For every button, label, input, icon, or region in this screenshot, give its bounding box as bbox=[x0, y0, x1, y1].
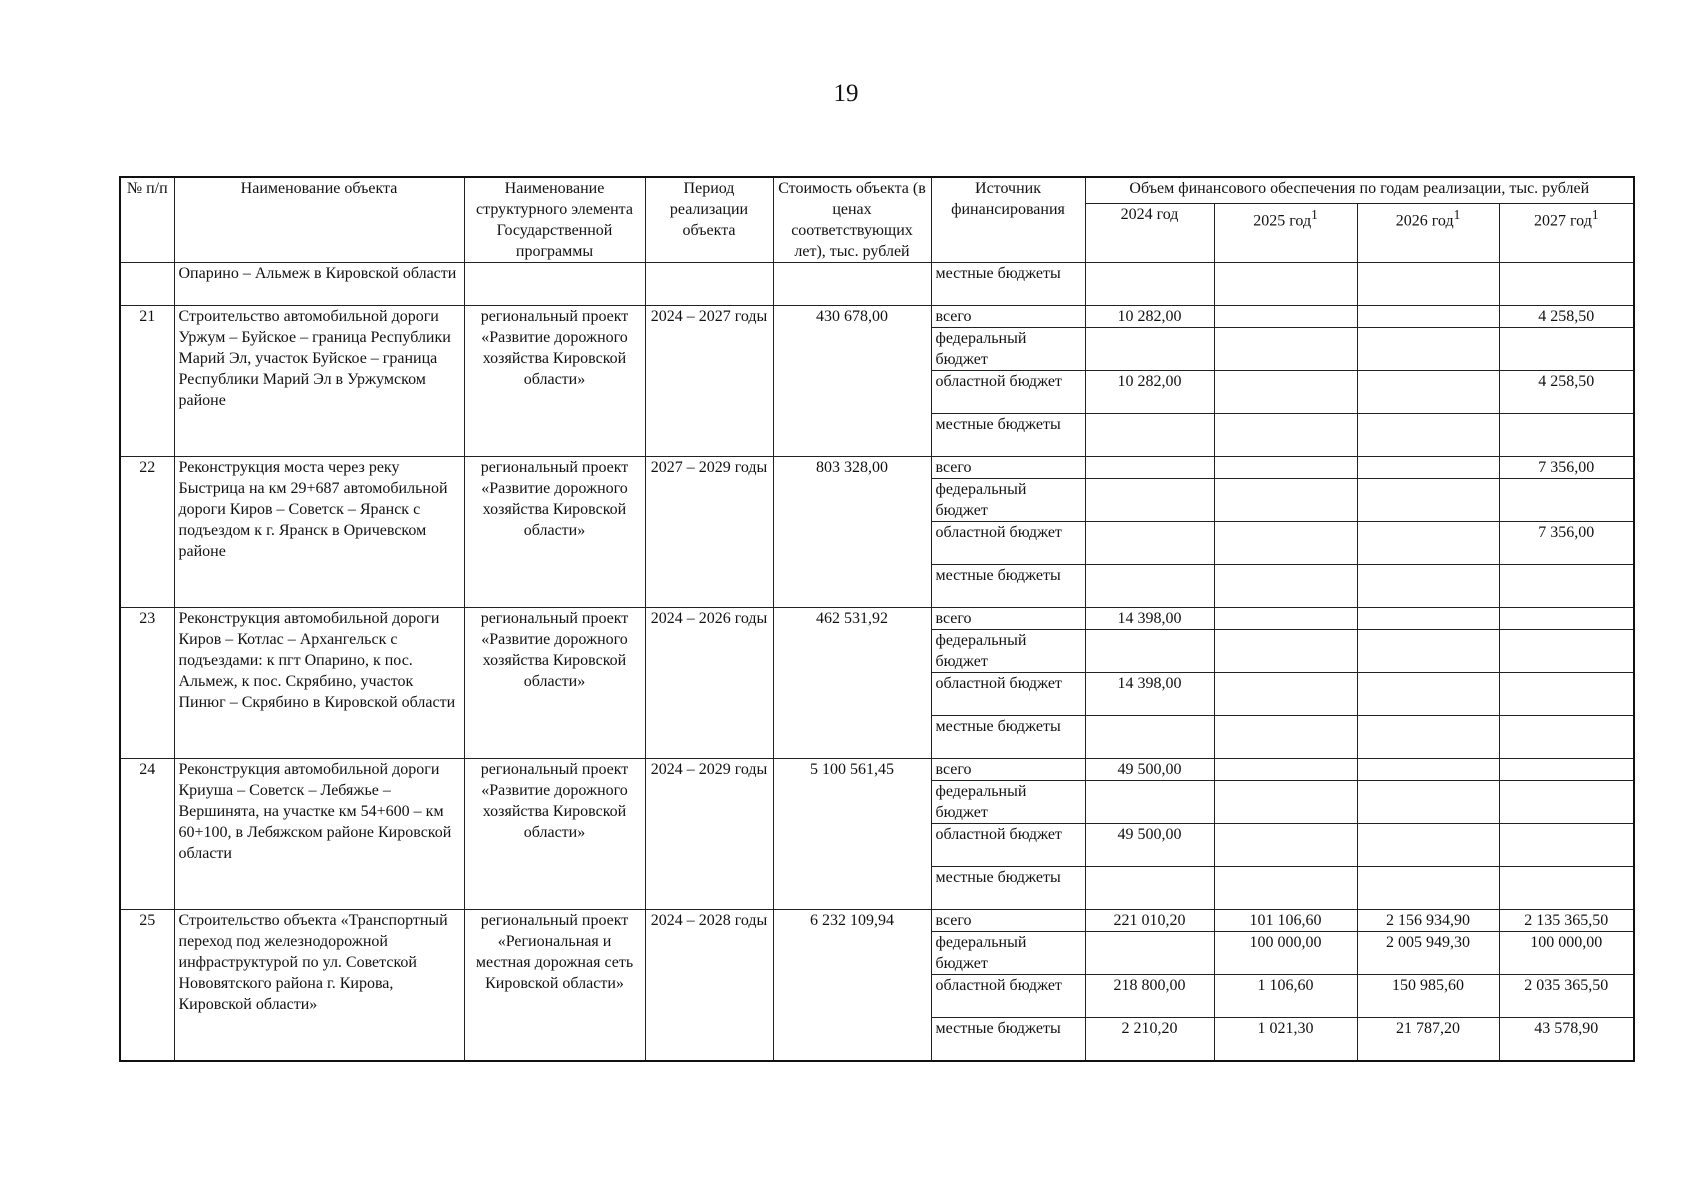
header-source: Источник финансирования bbox=[931, 177, 1085, 263]
cell-structural-element: региональный проект «Развитие дорожного хозяйства Кировской области» bbox=[464, 759, 645, 910]
footnote-mark: 1 bbox=[1591, 206, 1599, 222]
cell-no bbox=[120, 263, 174, 306]
cell-y2024: 14 398,00 bbox=[1085, 608, 1214, 630]
cell-period: 2024 – 2029 годы bbox=[645, 759, 773, 910]
cell-structural-element bbox=[464, 263, 645, 306]
cell-no: 21 bbox=[120, 306, 174, 457]
header-year-2024 bbox=[1085, 203, 1214, 262]
cell-source: местные бюджеты bbox=[931, 716, 1085, 759]
cell-source: областной бюджет bbox=[931, 371, 1085, 414]
cell-y2027 bbox=[1499, 673, 1634, 716]
cell-source: всего bbox=[931, 759, 1085, 781]
footnote-mark: 1 bbox=[1453, 206, 1461, 222]
cell-y2025 bbox=[1214, 522, 1357, 565]
cell-y2027: 4 258,50 bbox=[1499, 371, 1634, 414]
cell-y2026 bbox=[1357, 479, 1499, 522]
cell-structural-element: региональный проект «Развитие дорожного хозяйства Кировской области» bbox=[464, 306, 645, 457]
year-label: 2024 год bbox=[1120, 205, 1179, 223]
cell-y2026 bbox=[1357, 263, 1499, 306]
cell-y2025 bbox=[1214, 673, 1357, 716]
cell-y2027 bbox=[1499, 630, 1634, 673]
cell-cost bbox=[773, 263, 931, 306]
cell-y2025: 101 106,60 bbox=[1214, 910, 1357, 932]
cell-no: 24 bbox=[120, 759, 174, 910]
continuation-row bbox=[120, 263, 1634, 306]
cell-y2024 bbox=[1085, 263, 1214, 306]
header-row bbox=[120, 177, 1634, 203]
cell-y2025 bbox=[1214, 565, 1357, 608]
header-cost: Стоимость объекта (в ценах соответствующих лет), тыс. рублей bbox=[773, 177, 931, 263]
cell-source: местные бюджеты bbox=[931, 867, 1085, 910]
table-row bbox=[120, 759, 1634, 781]
cell-object-name: Реконструкция автомобильной дороги Криуша – Советск – Лебяжье – Вершинята, на участке км 54+600 – км 60+100, в Лебяжском районе Кировской области bbox=[174, 759, 464, 910]
cell-y2025 bbox=[1214, 457, 1357, 479]
cell-source: всего bbox=[931, 910, 1085, 932]
cell-y2025: 1 106,60 bbox=[1214, 975, 1357, 1018]
cell-source: областной бюджет bbox=[931, 975, 1085, 1018]
cell-y2026 bbox=[1357, 565, 1499, 608]
cell-y2027: 100 000,00 bbox=[1499, 932, 1634, 975]
cell-source: областной бюджет bbox=[931, 824, 1085, 867]
cell-source: областной бюджет bbox=[931, 522, 1085, 565]
cell-source: областной бюджет bbox=[931, 673, 1085, 716]
cell-object-name: Опарино – Альмеж в Кировской области bbox=[174, 263, 464, 306]
cell-y2027 bbox=[1499, 608, 1634, 630]
cell-y2024 bbox=[1085, 522, 1214, 565]
cell-source: федеральный бюджет bbox=[931, 781, 1085, 824]
cell-source: местные бюджеты bbox=[931, 565, 1085, 608]
table-row bbox=[120, 457, 1634, 479]
cell-y2026: 21 787,20 bbox=[1357, 1018, 1499, 1062]
cell-cost: 430 678,00 bbox=[773, 306, 931, 457]
header-year-2025 bbox=[1214, 203, 1357, 262]
cell-period: 2027 – 2029 годы bbox=[645, 457, 773, 608]
cell-object-name: Реконструкция моста через реку Быстрица на км 29+687 автомобильной дороги Киров – Советск – Яранск с подъездом к г. Яранск в Оричевском районе bbox=[174, 457, 464, 608]
cell-y2025 bbox=[1214, 414, 1357, 457]
cell-y2025 bbox=[1214, 867, 1357, 910]
cell-source: всего bbox=[931, 608, 1085, 630]
cell-y2027 bbox=[1499, 781, 1634, 824]
cell-y2025 bbox=[1214, 371, 1357, 414]
cell-cost: 803 328,00 bbox=[773, 457, 931, 608]
cell-y2027: 4 258,50 bbox=[1499, 306, 1634, 328]
cell-y2027 bbox=[1499, 716, 1634, 759]
cell-y2026 bbox=[1357, 824, 1499, 867]
table-row bbox=[120, 608, 1634, 630]
cell-y2026: 2 005 949,30 bbox=[1357, 932, 1499, 975]
cell-cost: 462 531,92 bbox=[773, 608, 931, 759]
cell-source: федеральный бюджет bbox=[931, 932, 1085, 975]
header-volume: Объем финансового обеспечения по годам реализации, тыс. рублей bbox=[1085, 177, 1634, 203]
cell-y2026 bbox=[1357, 781, 1499, 824]
cell-y2024: 10 282,00 bbox=[1085, 371, 1214, 414]
cell-cost: 5 100 561,45 bbox=[773, 759, 931, 910]
header-year-2026 bbox=[1357, 203, 1499, 262]
cell-y2025 bbox=[1214, 479, 1357, 522]
cell-y2025: 100 000,00 bbox=[1214, 932, 1357, 975]
cell-y2027: 2 135 365,50 bbox=[1499, 910, 1634, 932]
cell-y2025 bbox=[1214, 716, 1357, 759]
footnote-mark: 1 bbox=[1311, 206, 1318, 222]
cell-y2025: 1 021,30 bbox=[1214, 1018, 1357, 1062]
cell-y2027 bbox=[1499, 263, 1634, 306]
cell-y2026 bbox=[1357, 414, 1499, 457]
cell-source: федеральный бюджет bbox=[931, 630, 1085, 673]
cell-y2026 bbox=[1357, 608, 1499, 630]
cell-y2027: 2 035 365,50 bbox=[1499, 975, 1634, 1018]
cell-y2025 bbox=[1214, 781, 1357, 824]
cell-source: местные бюджеты bbox=[931, 414, 1085, 457]
cell-y2027 bbox=[1499, 414, 1634, 457]
cell-y2026: 2 156 934,90 bbox=[1357, 910, 1499, 932]
cell-y2027 bbox=[1499, 824, 1634, 867]
cell-y2026 bbox=[1357, 371, 1499, 414]
cell-y2027 bbox=[1499, 328, 1634, 371]
cell-y2025 bbox=[1214, 608, 1357, 630]
cell-y2024: 14 398,00 bbox=[1085, 673, 1214, 716]
cell-y2024: 49 500,00 bbox=[1085, 824, 1214, 867]
cell-y2026 bbox=[1357, 630, 1499, 673]
header-year-2027 bbox=[1499, 203, 1634, 262]
cell-y2024 bbox=[1085, 414, 1214, 457]
cell-source: местные бюджеты bbox=[931, 1018, 1085, 1062]
cell-y2024: 218 800,00 bbox=[1085, 975, 1214, 1018]
cell-y2026: 150 985,60 bbox=[1357, 975, 1499, 1018]
cell-y2024 bbox=[1085, 867, 1214, 910]
cell-y2026 bbox=[1357, 522, 1499, 565]
cell-y2027: 7 356,00 bbox=[1499, 522, 1634, 565]
cell-y2025 bbox=[1214, 824, 1357, 867]
header-period: Период реализации объекта bbox=[645, 177, 773, 263]
header-no: № п/п bbox=[120, 177, 174, 263]
cell-object-name: Реконструкция автомобильной дороги Киров – Котлас – Архангельск с подъездами: к пгт Опарино, к пос. Альмеж, к пос. Скрябино, участок Пинюг – Скрябино в Кировской области bbox=[174, 608, 464, 759]
cell-period: 2024 – 2028 годы bbox=[645, 910, 773, 1062]
cell-y2025 bbox=[1214, 263, 1357, 306]
cell-source: федеральный бюджет bbox=[931, 328, 1085, 371]
header-object-name: Наименование объекта bbox=[174, 177, 464, 263]
cell-period: 2024 – 2026 годы bbox=[645, 608, 773, 759]
cell-y2024 bbox=[1085, 630, 1214, 673]
cell-y2027: 7 356,00 bbox=[1499, 457, 1634, 479]
cell-source: местные бюджеты bbox=[931, 263, 1085, 306]
cell-y2027 bbox=[1499, 867, 1634, 910]
cell-y2024 bbox=[1085, 781, 1214, 824]
cell-y2025 bbox=[1214, 630, 1357, 673]
cell-structural-element: региональный проект «Региональная и местная дорожная сеть Кировской области» bbox=[464, 910, 645, 1062]
cell-source: федеральный бюджет bbox=[931, 479, 1085, 522]
cell-y2026 bbox=[1357, 867, 1499, 910]
cell-period bbox=[645, 263, 773, 306]
cell-y2024: 10 282,00 bbox=[1085, 306, 1214, 328]
cell-y2026 bbox=[1357, 716, 1499, 759]
year-label: 2027 год bbox=[1534, 212, 1592, 230]
cell-y2027: 43 578,90 bbox=[1499, 1018, 1634, 1062]
cell-no: 25 bbox=[120, 910, 174, 1062]
cell-no: 22 bbox=[120, 457, 174, 608]
cell-object-name: Строительство объекта «Транспортный переход под железнодорожной инфраструктурой по ул. Советской Нововятского района г. Кирова, Кировской области» bbox=[174, 910, 464, 1062]
cell-y2026 bbox=[1357, 328, 1499, 371]
cell-y2026 bbox=[1357, 306, 1499, 328]
header-structural-element: Наименование структурного элемента Государственной программы bbox=[464, 177, 645, 263]
cell-y2025 bbox=[1214, 328, 1357, 371]
cell-period: 2024 – 2027 годы bbox=[645, 306, 773, 457]
cell-y2024 bbox=[1085, 328, 1214, 371]
cell-source: всего bbox=[931, 306, 1085, 328]
cell-y2025 bbox=[1214, 759, 1357, 781]
cell-y2024: 2 210,20 bbox=[1085, 1018, 1214, 1062]
year-label: 2025 год bbox=[1253, 212, 1312, 230]
cell-y2024 bbox=[1085, 716, 1214, 759]
cell-y2027 bbox=[1499, 479, 1634, 522]
cell-object-name: Строительство автомобильной дороги Уржум – Буйское – граница Республики Марий Эл, участок Буйское – граница Республики Марий Эл в Уржумском районе bbox=[174, 306, 464, 457]
cell-y2027 bbox=[1499, 759, 1634, 781]
table-row bbox=[120, 910, 1634, 932]
cell-y2024: 49 500,00 bbox=[1085, 759, 1214, 781]
cell-y2024 bbox=[1085, 565, 1214, 608]
cell-structural-element: региональный проект «Развитие дорожного хозяйства Кировской области» bbox=[464, 608, 645, 759]
cell-y2026 bbox=[1357, 673, 1499, 716]
table-row bbox=[120, 306, 1634, 328]
cell-cost: 6 232 109,94 bbox=[773, 910, 931, 1062]
cell-y2024 bbox=[1085, 457, 1214, 479]
cell-y2024: 221 010,20 bbox=[1085, 910, 1214, 932]
cell-y2026 bbox=[1357, 457, 1499, 479]
cell-y2027 bbox=[1499, 565, 1634, 608]
page-number: 19 bbox=[833, 80, 859, 107]
cell-no: 23 bbox=[120, 608, 174, 759]
cell-y2025 bbox=[1214, 306, 1357, 328]
cell-structural-element: региональный проект «Развитие дорожного хозяйства Кировской области» bbox=[464, 457, 645, 608]
cell-source: всего bbox=[931, 457, 1085, 479]
cell-y2024 bbox=[1085, 479, 1214, 522]
financing-table bbox=[119, 176, 1635, 1062]
year-label: 2026 год bbox=[1395, 212, 1454, 230]
cell-y2024 bbox=[1085, 932, 1214, 975]
cell-y2026 bbox=[1357, 759, 1499, 781]
